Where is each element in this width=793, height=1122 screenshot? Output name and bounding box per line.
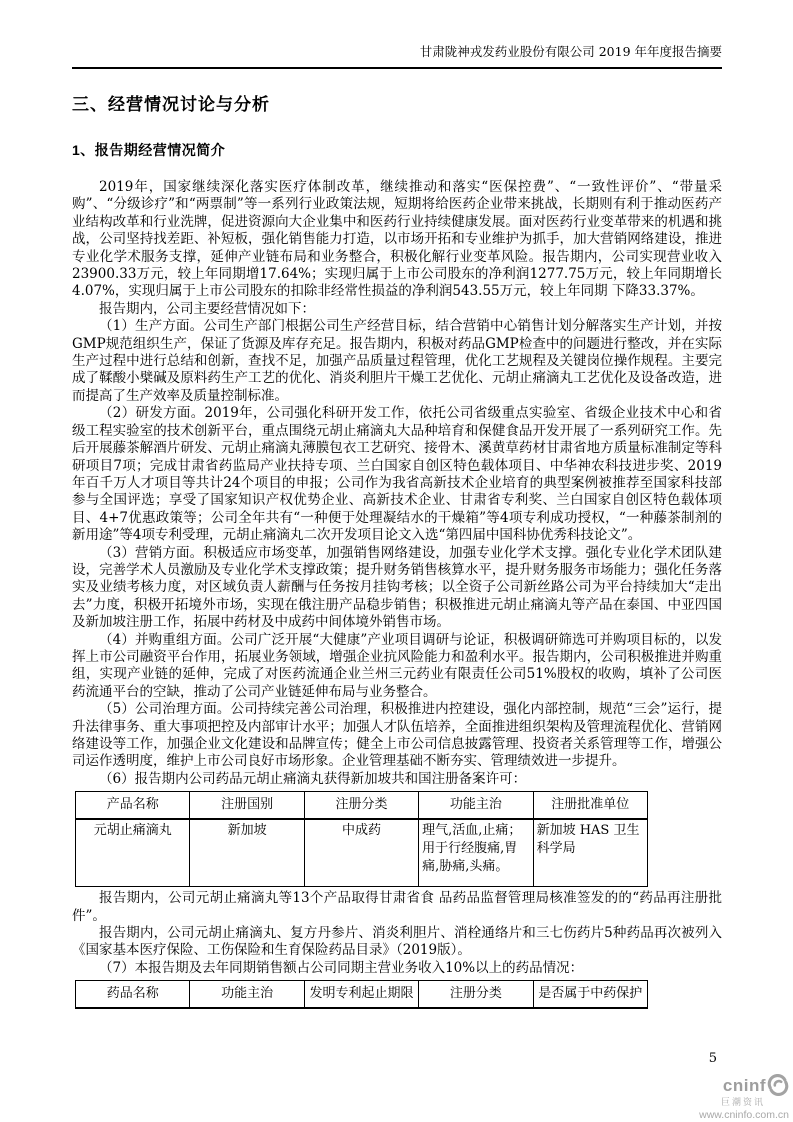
- paragraph-rnd: （2）研发方面。2019年，公司强化科研开发工作，依托公司省级重点实验室、省级企业技术中心和省级工程实验室的技术创新平台，重点围绕元胡止痛滴丸大品种培育和保健食品开发开展了一系列研究工作。先后开展藤茶解酒片研发、元胡止痛滴丸薄膜包衣工艺研究、接骨木、溪黄草药材甘肃省地方质量标准制定等科研项目7项；完成甘肃省药监局产业扶持专项、兰白国家自创区特色载体项目、中华神农科技进步奖、2019年百千万人才项目等共计24个项目的申报；公司作为我省高新技术企业培育的典型案例被推荐至国家科技部参与全国评选；享受了国家知识产权优势企业、高新技术企业、甘肃省专利奖、兰白国家自创区特色载体项目、4+7优惠政策等；公司全年共有“一种便于处理凝结水的干燥箱”等4项专利成功授权，“一种藤茶制剂的新用途”等4项专利受理，元胡止痛滴丸二次开发项目论文入选“第四届中国科协优秀科技论文”。: [72, 405, 722, 544]
- table-row: [76, 819, 648, 887]
- col-header-tcm-protection: 是否属于中药保护: [533, 981, 647, 1009]
- paragraph-marketing: （3）营销方面。积极适应市场变革，加强销售网络建设，加强专业化学术支撑。强化专业化学术团队建设，完善学术人员激励及专业化学术支撑政策；提升财务销售核算水平，提升财务服务市场能力；强化任务落实及业绩考核力度，对区域负责人薪酬与任务按月挂钩考核；以全资子公司新丝路公司为平台持续加大“走出去”力度，积极开拓境外市场，实现在俄注册产品稳步销售；积极推进元胡止痛滴丸等产品在泰国、中亚四国及新加坡注册工作，拓展中药材及中成药中间体境外销售市场。: [72, 544, 722, 631]
- subsection-heading: 1、报告期经营情况简介: [72, 142, 226, 158]
- col-header-registration-class: 注册分类: [419, 981, 533, 1009]
- paragraph-policy-overview: 2019年，国家继续深化落实医疗体制改革，继续推动和落实“医保控费”、“一致性评价”、“带量采购”、“分级诊疗”和“两票制”等一系列行业政策法规，短期将给医药企业带来挑战，长期则有利于推动医药产业结构改革和行业洗牌，促进资源向大企业集中和医药行业持续健康发展。面对医药行业变革带来的机遇和挑战，公司坚持找差距、补短板，强化销售能力打造，以市场开拓和专业维护为抓手，加大营销网络建设，推进专业化学术服务支撑，延伸产业链布局和业务整合，积极化解行业变革风险。报告期内，公司实现营业收入23900.33万元，较上年同期增17.64%；实现归属于上市公司股东的净利润1277.75万元，较上年同期增长4.07%，实现归属于上市公司股东的扣除非经常性损益的净利润543.55万元，较上年同期 下降33.37%。: [72, 179, 722, 300]
- body-text: [72, 179, 722, 1009]
- col-header-drug-name: 药品名称: [76, 981, 190, 1009]
- col-header-product-name: 产品名称: [76, 792, 190, 820]
- paragraph-governance: （5）公司治理方面。公司持续完善公司治理，积极推进内控建设，强化内部控制，规范“三会”运行，提升法律事务、重大事项把控及内部审计水平；加强人才队伍培养，全面推进组织架构及管理流程优化、营销网络建设等工作，加强企业文化建设和品牌宣传；健全上市公司信息披露管理、投资者关系管理等工作，增强公司运作透明度，维护上市公司良好市场形象。企业管理基础不断夯实、管理绩效进一步提升。: [72, 701, 722, 770]
- paragraph-production: （1）生产方面。公司生产部门根据公司生产经营目标，结合营销中心销售计划分解落实生产计划，并按GMP规范组织生产，保证了货源及库存充足。报告期内，积极对药品GMP检查中的问题进行整改，并在实际生产过程中进行总结和创新，查找不足，加强产品质量过程管理，优化工艺规程及关键岗位操作规程。主要完成了鞣酸小檗碱及原料药生产工艺的优化、消炎利胆片干燥工艺优化、元胡止痛滴丸工艺优化及设备改造，进而提高了生产效率及质量控制标准。: [72, 318, 722, 404]
- paragraph-singapore-approval-lead: （6）报告期内公司药品元胡止痛滴丸获得新加坡共和国注册备案许可：: [99, 770, 527, 787]
- cell-approval-authority: 新加坡 HAS 卫生科学局: [533, 819, 647, 887]
- col-header-patent-term: 发明专利起止期限: [304, 981, 418, 1009]
- header-rule: [72, 67, 722, 69]
- col-header-registration-class: 注册分类: [304, 792, 418, 820]
- paragraph-reregistration: 报告期内，公司元胡止痛滴丸等13个产品取得甘肃省食 品药品监督管理局核准签发的的“药品再注册批件”。: [72, 890, 722, 924]
- major-drugs-table: [75, 980, 648, 1009]
- singapore-registration-table: [75, 791, 648, 887]
- paragraph-insurance-catalog: 报告期内，公司元胡止痛滴丸、复方丹参片、消炎利胆片、消栓通络片和三七伤药片5种药品再次被列入《国家基本医疗保险、工伤保险和生育保险药品目录》（2019版）。: [72, 925, 722, 959]
- cell-indications: 理气,活血,止痛；用于行经腹痛,胃痛,胁痛,头痛。: [419, 819, 533, 887]
- col-header-indications: 功能主治: [419, 792, 533, 820]
- cell-registration-country: 新加坡: [190, 819, 304, 887]
- col-header-approval-authority: 注册批准单位: [533, 792, 647, 820]
- cninfo-url: www.cninfo.com.cn: [699, 1109, 789, 1121]
- paragraph-major-drugs-lead: （7）本报告期及去年同期销售额占公司同期主营业务收入10%以上的药品情况：: [99, 959, 584, 976]
- paragraph-operations-lead: 报告期内，公司主要经营情况如下：: [99, 300, 315, 317]
- cninfo-logo-row: [699, 1074, 789, 1096]
- table-header-row: [76, 792, 648, 820]
- cninfo-swirl-icon: [767, 1074, 789, 1096]
- document-header-title: 甘肃陇神戎发药业股份有限公司 2019 年年度报告摘要: [419, 44, 722, 59]
- col-header-registration-country: 注册国别: [190, 792, 304, 820]
- cninfo-brand-chinese: 巨潮资讯: [720, 1097, 765, 1107]
- section-heading: 三、经营情况讨论与分析: [72, 95, 270, 114]
- page-number: 5: [708, 1051, 717, 1066]
- col-header-indications: 功能主治: [190, 981, 304, 1009]
- table-header-row: [76, 981, 648, 1009]
- cell-registration-class: 中成药: [304, 819, 418, 887]
- cell-product-name: 元胡止痛滴丸: [76, 819, 190, 887]
- cninfo-brand-text: cninf: [722, 1075, 766, 1095]
- paragraph-mna: （4）并购重组方面。公司广泛开展“大健康”产业项目调研与论证，积极调研筛选可并购项目标的，以发挥上市公司融资平台作用，拓展业务领域，增强企业抗风险能力和盈利水平。报告期内，公司积极推进并购重组，实现产业链的延伸，完成了对医药流通企业兰州三元药业有限责任公司51%股权的收购，填补了公司医药流通平台的空缺，推动了公司产业链延伸布局与业务整合。: [72, 631, 722, 700]
- cninfo-logo: [699, 1074, 789, 1121]
